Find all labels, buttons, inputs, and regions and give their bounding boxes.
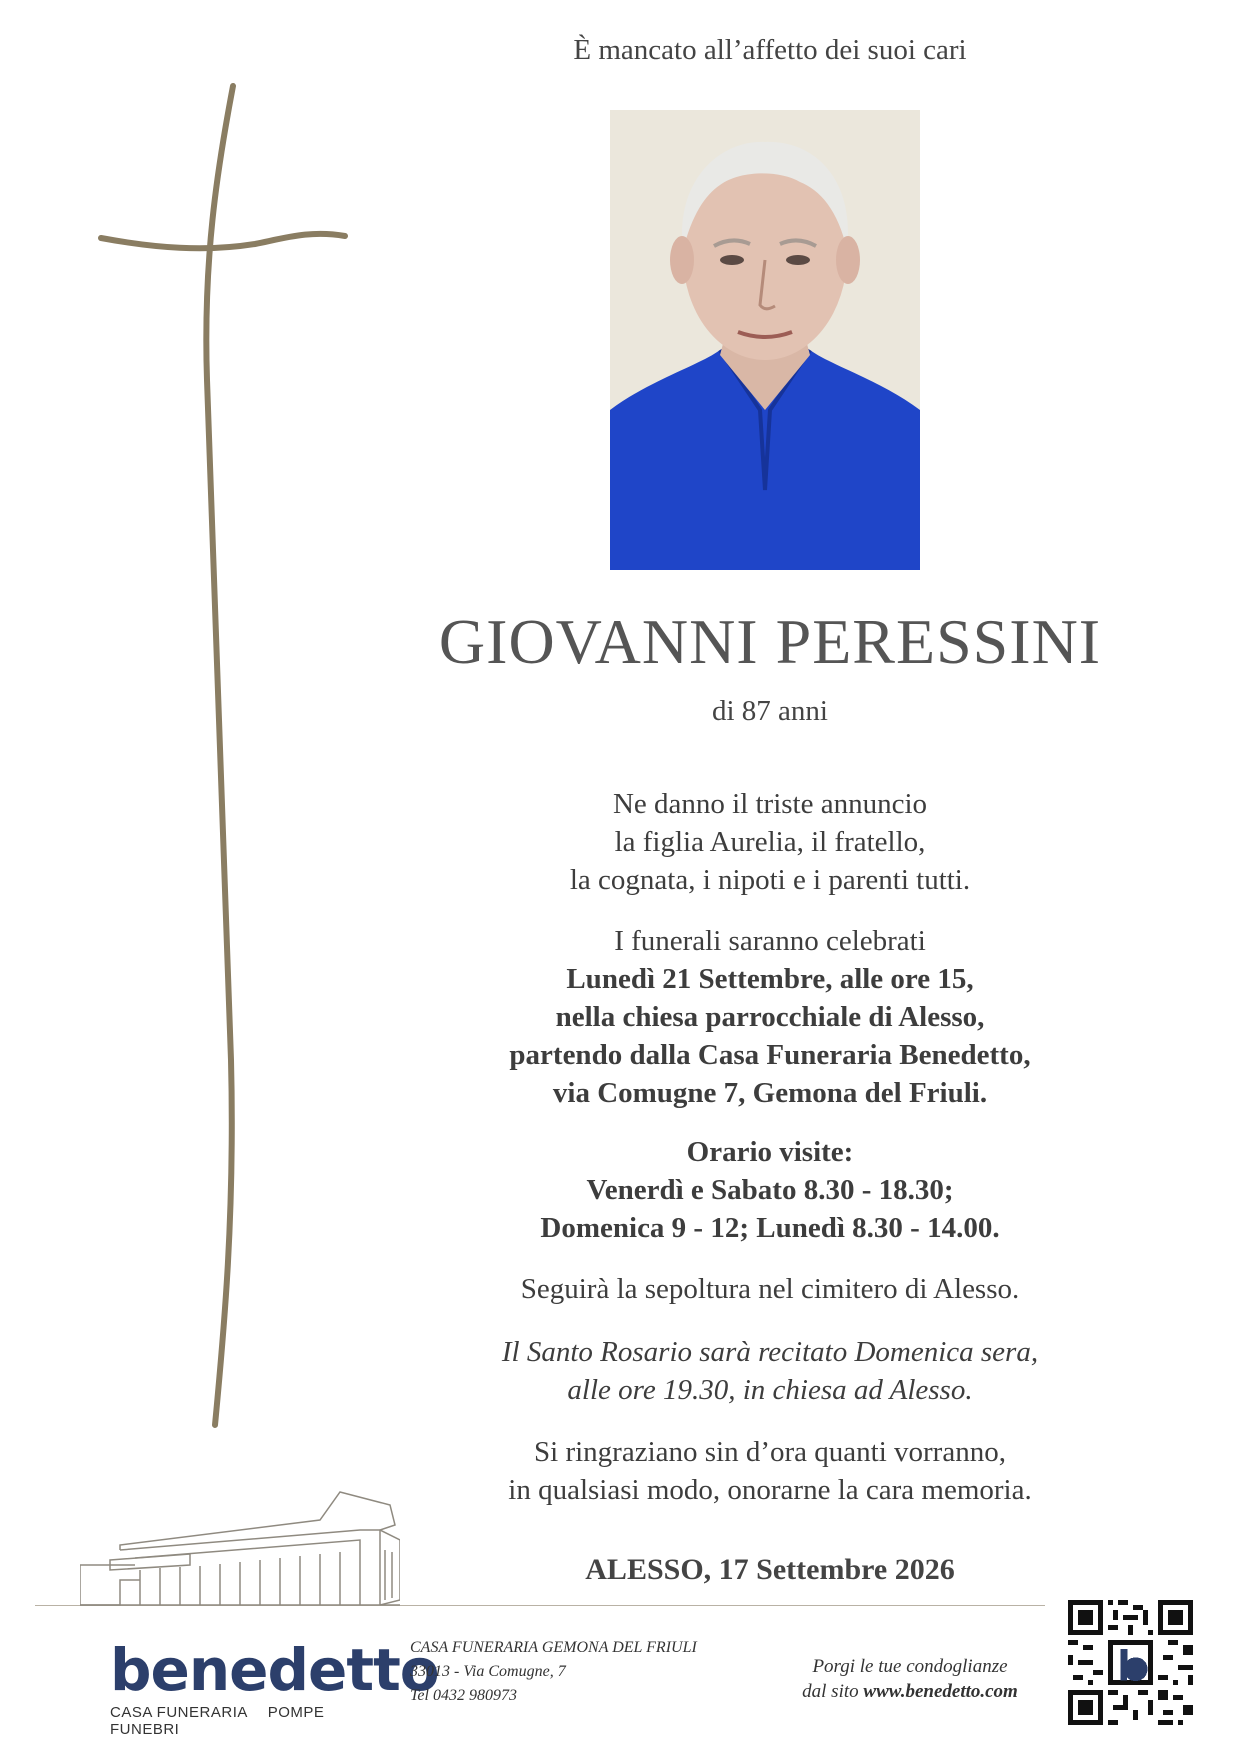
thanks-line: in qualsiasi modo, onorarne la cara memoria.: [508, 1474, 1032, 1506]
address-line: Tel 0432 980973: [410, 1687, 517, 1704]
condolences-line: Porgi le tue condoglianze: [812, 1656, 1008, 1677]
address-line: 33013 - Via Comugne, 7: [410, 1663, 566, 1680]
thanks-block: [440, 1433, 1100, 1509]
announcement-line: la figlia Aurelia, il fratello,: [614, 826, 926, 858]
burial-text: Seguirà la sepoltura nel cimitero di Alesso.: [520, 1273, 1020, 1305]
rosary-line: Il Santo Rosario sarà recitato Domenica sera,: [501, 1336, 1039, 1368]
announcement-line: Ne danno il triste annuncio: [612, 788, 928, 820]
thanks-line: Si ringraziano sin d’ora quanti vorranno,: [534, 1436, 1006, 1468]
deceased-age: di 87 anni: [712, 695, 828, 727]
logo-subtitle-left: CASA FUNERARIA: [110, 1704, 248, 1721]
company-logo: [110, 1636, 439, 1738]
funeral-line: nella chiesa parrocchiale di Alesso,: [555, 1001, 985, 1033]
funeral-line: via Comugne 7, Gemona del Friuli.: [552, 1077, 988, 1109]
building-icon: [80, 1490, 400, 1615]
condolences-site-link[interactable]: www.benedetto.com: [863, 1681, 1018, 1702]
visits-block: [440, 1133, 1100, 1247]
logo-subtitle: [110, 1704, 390, 1738]
visits-line: Domenica 9 - 12; Lunedì 8.30 - 14.00.: [540, 1212, 1000, 1244]
condolences-line: [780, 1679, 1040, 1704]
funeral-line: Lunedì 21 Settembre, alle ore 15,: [566, 963, 974, 995]
visits-title: Orario visite:: [686, 1136, 854, 1168]
portrait-photo: [610, 110, 920, 570]
funeral-line: partendo dalla Casa Funeraria Benedetto,: [509, 1039, 1031, 1071]
rosary-block: [440, 1333, 1100, 1409]
intro-text: È mancato all’affetto dei suoi cari: [573, 34, 967, 66]
funeral-block: [440, 922, 1100, 1112]
rosary-line: alle ore 19.30, in chiesa ad Alesso.: [567, 1374, 973, 1406]
logo-wordmark: benedetto: [110, 1636, 439, 1704]
announcement-block: [440, 785, 1100, 899]
company-address: [410, 1636, 697, 1708]
place-date: ALESSO, 17 Settembre 2026: [585, 1553, 955, 1586]
logo-subtitle-right: POMPE FUNEBRI: [110, 1704, 325, 1738]
cross-icon: [95, 80, 355, 1440]
qr-code-icon[interactable]: [1068, 1600, 1193, 1725]
condolences-note: [780, 1654, 1040, 1704]
funeral-intro: I funerali saranno celebrati: [614, 925, 926, 957]
deceased-name: GIOVANNI PERESSINI: [438, 606, 1102, 677]
visits-line: Venerdì e Sabato 8.30 - 18.30;: [586, 1174, 954, 1206]
address-line: CASA FUNERARIA GEMONA DEL FRIULI: [410, 1639, 697, 1656]
condolences-prefix: dal sito: [802, 1681, 864, 1702]
announcement-line: la cognata, i nipoti e i parenti tutti.: [569, 864, 971, 896]
